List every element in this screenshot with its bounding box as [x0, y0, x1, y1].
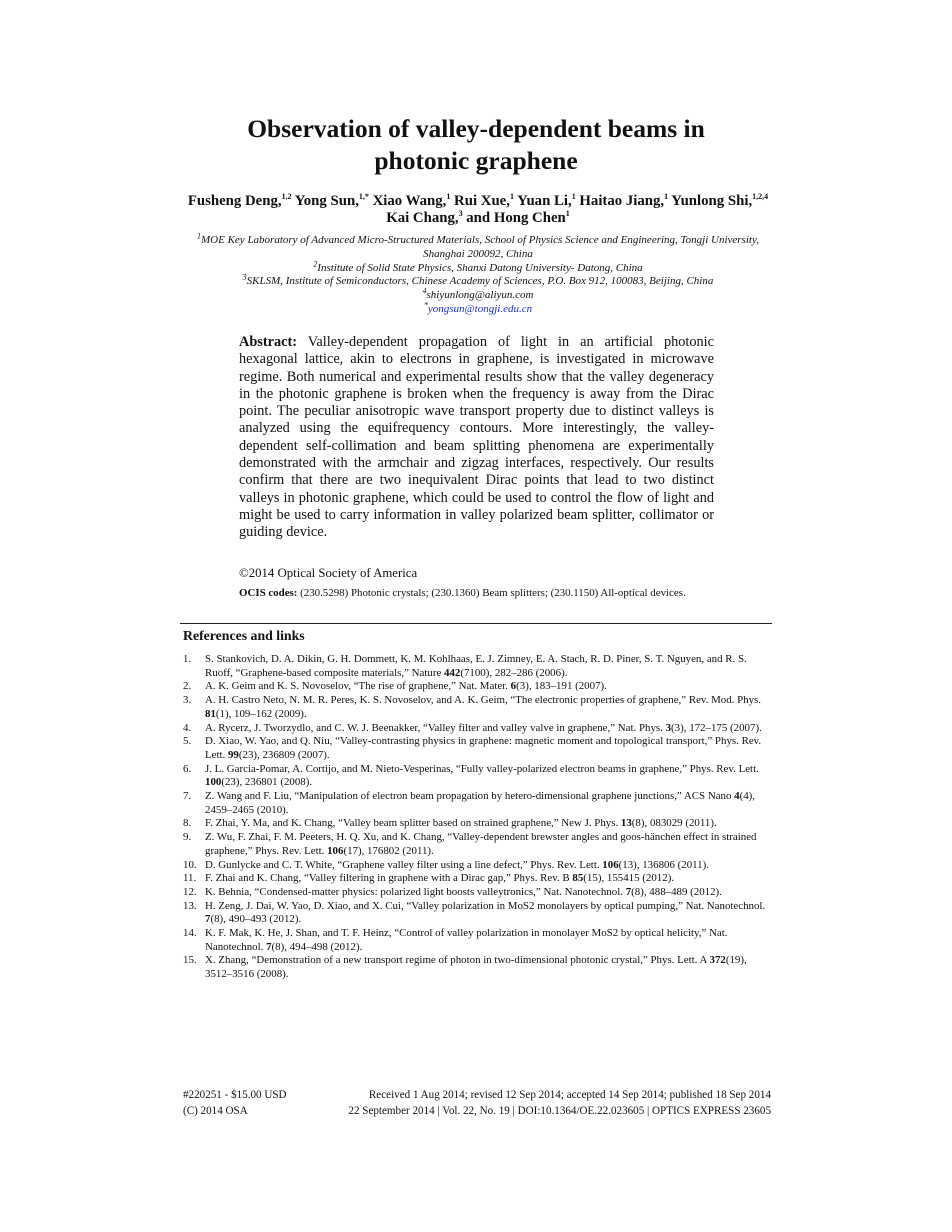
reference-text: Z. Wu, F. Zhai, F. M. Peeters, H. Q. Xu, and K. Chang, “Valley-dependent brewster angles and goos-hänchen effect in strained graphene,” Phys. Rev. Lett. [205, 831, 757, 857]
reference-number: 9. [183, 831, 192, 844]
author-affiliation-mark: 1 [565, 209, 570, 219]
reference-text: J. L. Garcia-Pomar, A. Cortijo, and M. Nieto-Vesperinas, “Fully valley-polarized electron beams in graphene,” Phys. Rev. Lett. [205, 762, 759, 775]
reference-text: (1), 109–162 (2009). [215, 707, 307, 720]
reference-item [183, 900, 773, 927]
reference-text: (15), 155415 (2012). [583, 872, 675, 885]
reference-number: 10. [183, 858, 197, 871]
author-name: Fusheng Deng, [187, 193, 282, 209]
reference-item [183, 872, 773, 886]
reference-text: (3), 183–191 (2007). [516, 680, 607, 693]
reference-text: F. Zhai and K. Chang, “Valley filtering in graphene with a Dirac gap,” Phys. Rev. B [205, 872, 573, 885]
reference-volume: 106 [327, 844, 344, 857]
reference-item [183, 927, 773, 954]
abstract-text: Valley-dependent propagation of light in an artificial photonic hexagonal lattice, akin to electrons in graphene, is investigated in microwave regime. Both numerical and experimental results show that the valley degeneracy in the photonic graphene is broken when the frequency is away from the Dirac point. The peculiar anisotropic wave transport property due to distinct valleys is analyzed using the equifrequency contours. More interestingly, the valley-dependent self-collimation and beam splitting phenomena are experimentally demonstrated with the armchair and zigzag interfaces, respectively. Our results confirm that there are two inequivalent Dirac points that lead to two distinct valleys in photonic graphene, which could be used to control the flow of light and might be used to carry information in valley polarized beam splitter, collimator or guiding device. [239, 334, 714, 541]
reference-volume: 99 [227, 748, 239, 761]
author-affiliation-mark: 1 [446, 192, 451, 202]
abstract [239, 334, 714, 542]
reference-item [183, 954, 773, 981]
reference-volume: 6 [510, 680, 517, 693]
reference-number: 2. [183, 680, 192, 693]
reference-volume: 372 [709, 954, 726, 967]
author-name: Kai Chang, [386, 210, 459, 226]
reference-number: 11. [183, 872, 197, 885]
reference-text: F. Zhai, Y. Ma, and K. Chang, “Valley beam splitter based on strained graphene,” New J. Phys. [205, 817, 621, 830]
reference-text: (17), 176802 (2011). [343, 844, 434, 857]
reference-item [183, 680, 773, 694]
author-name: Xiao Wang, [372, 193, 447, 209]
author-affiliation-mark: 3 [458, 209, 463, 219]
reference-volume: 4 [734, 790, 740, 803]
reference-item [183, 722, 773, 736]
footer-dates: Received 1 Aug 2014; revised 12 Sep 2014; accepted 14 Sep 2014; published 18 Sep 2014 [368, 1089, 771, 1101]
author-affiliation-mark: 1 [509, 192, 514, 202]
affiliation-line [180, 286, 776, 303]
reference-text: K. F. Mak, K. He, J. Shan, and T. F. Heinz, “Control of valley polarization in monolayer MoS2 by optical helicity,” Nat. Nanotechnol. [205, 927, 728, 953]
affiliation-text[interactable]: yongsun@tongji.edu.cn [427, 302, 533, 315]
reference-volume: 442 [444, 666, 461, 679]
reference-text: (7100), 282–286 (2006). [460, 666, 568, 679]
reference-item [183, 735, 773, 762]
corresponding-email[interactable] [180, 300, 776, 317]
reference-volume: 85 [572, 872, 584, 885]
reference-text: S. Stankovich, D. A. Dikin, G. H. Dommett, K. M. Kohlhaas, E. J. Zimney, E. A. Stach, R. D. Piner, S. T. Nguyen, and R. S. Ruoff, “Graphene-based composite materials,” Nature [205, 653, 747, 679]
reference-item [183, 763, 773, 790]
reference-text: Z. Wang and F. Liu, “Manipulation of electron beam propagation by hetero-dimensional graphene junctions,” ACS Nano [205, 790, 735, 803]
author-name: and Hong Chen [466, 210, 566, 226]
affiliation-text: shiyunlong@aliyun.com [426, 289, 534, 302]
reference-item [183, 886, 773, 900]
reference-text: A. K. Geim and K. S. Novoselov, “The rise of graphene,” Nat. Mater. [205, 680, 511, 693]
reference-text: H. Zeng, J. Dai, W. Yao, D. Xiao, and X. Cui, “Valley polarization in MoS2 monolayers by optical pumping,” Nat. Nanotechnol. [205, 899, 766, 912]
footer-copyright: (C) 2014 OSA [183, 1105, 248, 1117]
affiliation-line [180, 231, 776, 262]
footer-line-1 [183, 1088, 771, 1102]
reference-text: (23), 236809 (2007). [238, 748, 330, 761]
author-affiliation-mark: 1,2 [281, 192, 292, 202]
reference-number: 5. [183, 735, 192, 748]
copyright-notice: ©2014 Optical Society of America [239, 566, 418, 580]
reference-volume: 7 [205, 913, 211, 926]
reference-text: (13), 136806 (2011). [618, 858, 709, 871]
affiliation-text: SKLSM, Institute of Semiconductors, Chinese Academy of Sciences, P.O. Box 912, 100083, Beijing, China [246, 275, 714, 288]
author-affiliation-mark: 1 [571, 192, 576, 202]
affiliation-mark: 4 [422, 286, 427, 296]
reference-text: (8), 083029 (2011). [631, 817, 717, 830]
author-affiliation-mark: 1,2,4 [752, 192, 769, 202]
affiliation-text: MOE Key Laboratory of Advanced Micro-Structured Materials, School of Physics Science and Engineering, Tongji University, Shanghai 200092, China [201, 234, 759, 260]
title-line-2: photonic graphene [374, 146, 578, 175]
reference-item [183, 653, 773, 680]
affiliation-mark: 1 [197, 231, 202, 241]
ocis-codes [239, 587, 722, 600]
abstract-label: Abstract: [239, 334, 297, 350]
reference-item [183, 859, 773, 873]
author-name: Yunlong Shi, [671, 193, 753, 209]
affiliation-list [180, 231, 776, 317]
reference-text: A. H. Castro Neto, N. M. R. Peres, K. S. Novoselov, and A. K. Geim, “The electronic properties of graphene,” Rev. Mod. Phys. [205, 694, 762, 707]
reference-volume: 7 [266, 940, 272, 953]
reference-volume: 3 [665, 721, 672, 734]
author-name: Yong Sun, [294, 193, 359, 209]
affiliation-mark: 3 [242, 272, 247, 282]
reference-number: 15. [183, 954, 197, 967]
affiliation-line [180, 272, 776, 289]
reference-text: (23), 236801 (2008). [221, 776, 313, 789]
author-affiliation-mark: 1,* [358, 192, 369, 202]
reference-item [183, 831, 773, 858]
reference-item [183, 694, 773, 721]
reference-text: (8), 488–489 (2012). [631, 885, 722, 898]
author-affiliation-mark: 1 [664, 192, 669, 202]
affiliation-mark: 2 [313, 258, 318, 268]
reference-volume: 7 [625, 885, 632, 898]
reference-volume: 81 [205, 707, 216, 720]
reference-number: 4. [183, 721, 192, 734]
reference-text: D. Xiao, W. Yao, and Q. Niu, “Valley-contrasting physics in graphene: magnetic moment and topological transport,” Phys. Rev. Lett. [205, 735, 762, 761]
reference-volume: 106 [602, 858, 619, 871]
reference-item [183, 817, 773, 831]
paper-title [140, 113, 812, 177]
section-divider [180, 623, 772, 624]
reference-text: (19), 3512–3516 (2008). [205, 954, 747, 981]
reference-volume: 100 [205, 776, 222, 789]
author-list [178, 193, 778, 227]
reference-number: 14. [183, 927, 197, 940]
reference-text: X. Zhang, “Demonstration of a new transport regime of photon in two-dimensional photonic crystal,” Phys. Lett. A [205, 954, 710, 967]
reference-text: A. Rycerz, J. Tworzydlo, and C. W. J. Beenakker, “Valley filter and valley valve in graphene,” Nat. Phys. [205, 721, 666, 734]
footer-line-2 [183, 1104, 771, 1118]
reference-text: K. Behnia, “Condensed-matter physics: polarized light boosts valleytronics,” Nat. Nanotechnol. [205, 885, 626, 898]
affiliation-line [180, 258, 776, 276]
reference-text: (3), 172–175 (2007). [671, 721, 762, 734]
reference-number: 13. [183, 899, 197, 912]
reference-number: 3. [183, 694, 192, 707]
reference-number: 8. [183, 817, 192, 830]
affiliation-mark: * [423, 300, 428, 310]
affiliation-text: Institute of Solid State Physics, Shanxi Datong University- Datong, China [317, 261, 643, 274]
reference-number: 12. [183, 885, 197, 898]
reference-text: (8), 494–498 (2012). [271, 940, 363, 953]
footer-price: #220251 - $15.00 USD [183, 1089, 287, 1101]
reference-number: 1. [183, 653, 192, 665]
reference-text: D. Gunlycke and C. T. White, “Graphene valley filter using a line defect,” Phys. Rev. Lett. [205, 858, 603, 871]
author-name: Haitao Jiang, [579, 193, 665, 209]
references-heading: References and links [183, 628, 305, 643]
reference-item [183, 790, 773, 817]
reference-text: (4), 2459–2465 (2010). [205, 790, 756, 816]
author-name: Yuan Li, [517, 193, 572, 209]
reference-list [183, 653, 773, 982]
ocis-label: OCIS codes: [239, 587, 298, 599]
author-name: Rui Xue, [454, 193, 510, 209]
reference-number: 6. [183, 762, 192, 775]
title-line-1: Observation of valley-dependent beams in [247, 114, 705, 143]
ocis-text: (230.5298) Photonic crystals; (230.1360) Beam splitters; (230.1150) All-optical devices. [300, 587, 686, 599]
footer-citation: 22 September 2014 | Vol. 22, No. 19 | DOI:10.1364/OE.22.023605 | OPTICS EXPRESS 23605 [348, 1105, 771, 1117]
reference-number: 7. [183, 790, 192, 803]
reference-volume: 13 [620, 817, 632, 830]
reference-text: (8), 490–493 (2012). [210, 913, 302, 926]
